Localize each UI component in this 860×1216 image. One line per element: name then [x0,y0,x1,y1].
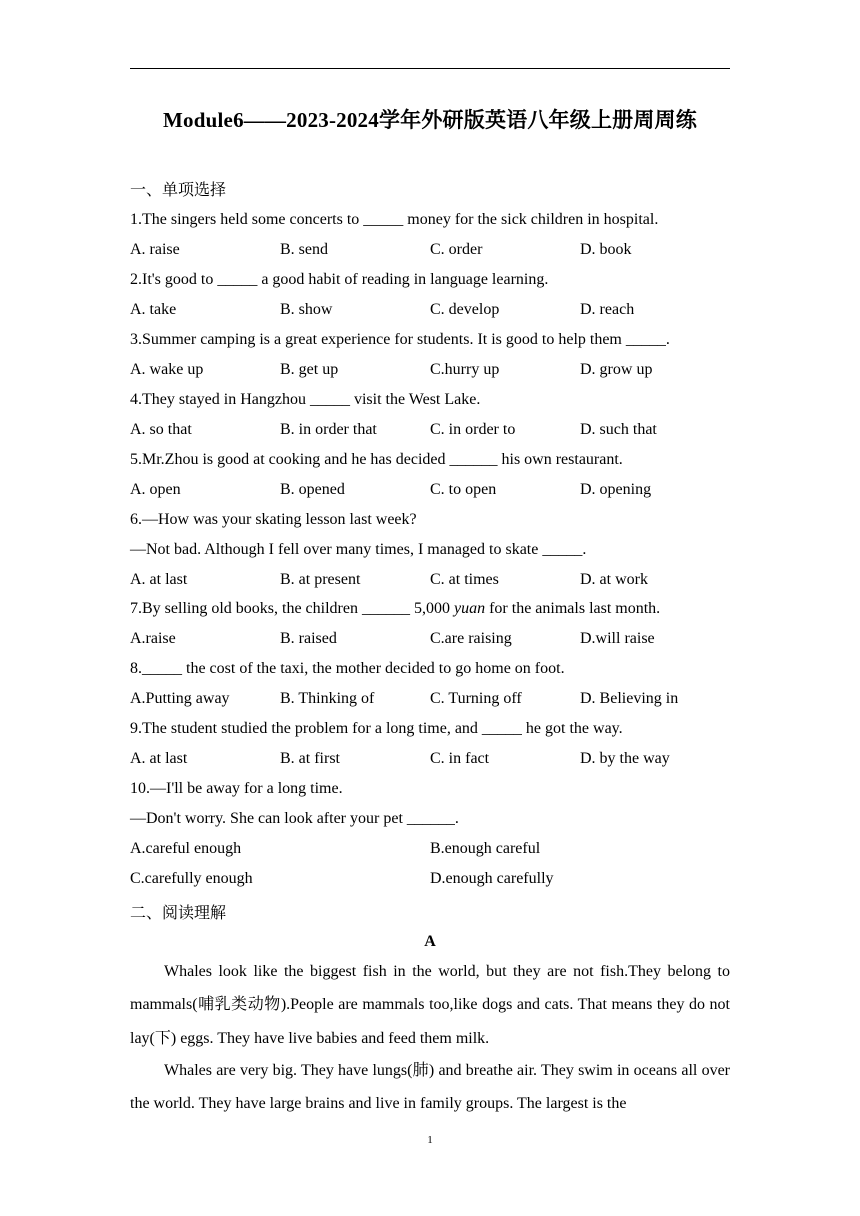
option-6c: C. at times [430,571,499,588]
question-1: 1.The singers held some concerts to _____ money for the sick children in hospital. [130,211,659,228]
option-7b: B. raised [280,630,337,647]
option-4b: B. in order that [280,421,377,438]
option-10b: B.enough careful [430,840,541,857]
question-10-reply: —Don't worry. She can look after your pet ______. [130,810,459,827]
option-3b: B. get up [280,361,339,378]
question-7-italic: yuan [453,600,486,617]
option-10a: A.careful enough [130,840,242,857]
option-7a: A.raise [130,630,176,647]
question-2: 2.It's good to _____ a good habit of reading in language learning. [130,271,549,288]
option-8c: C. Turning off [430,690,522,707]
question-4: 4.They stayed in Hangzhou _____ visit the West Lake. [130,391,481,408]
question-10: 10.—I'll be away for a long time. [130,780,343,797]
option-4a: A. so that [130,421,192,438]
option-3a: A. wake up [130,361,204,378]
section-heading-choice: 一、单项选择 [130,180,227,199]
passage-paragraph-2: Whales are very big. They have lungs(肺) and breathe air. They swim in oceans all over the world. They have large brains and live in family groups. The largest is the [130,1062,730,1113]
option-8a: A.Putting away [130,690,230,707]
question-6: 6.—How was your skating lesson last week? [130,511,417,528]
option-5b: B. opened [280,481,345,498]
question-3: 3.Summer camping is a great experience for students. It is good to help them _____. [130,331,670,348]
question-7-part-a: 7.By selling old books, the children ______ 5,000 [130,600,454,617]
option-9a: A. at last [130,750,188,767]
passage-paragraph-1: Whales look like the biggest fish in the world, but they are not fish.They belong to mammals(哺乳类动物).People are mammals too,like dogs and cats. That means they do not lay(下) eggs. They have live babies and feed them milk. [130,963,730,1047]
option-2c: C. develop [430,301,500,318]
option-2d: D. reach [580,301,635,318]
option-9d: D. by the way [580,750,670,767]
option-9c: C. in fact [430,750,490,767]
question-5: 5.Mr.Zhou is good at cooking and he has decided ______ his own restaurant. [130,451,623,468]
option-10c: C.carefully enough [130,870,253,887]
option-6d: D. at work [580,571,648,588]
option-9b: B. at first [280,750,340,767]
option-1d: D. book [580,241,632,258]
option-6b: B. at present [280,571,361,588]
option-5d: D. opening [580,481,652,498]
option-1b: B. send [280,241,328,258]
option-1c: C. order [430,241,483,258]
question-7 [130,600,660,618]
question-8: 8._____ the cost of the taxi, the mother decided to go home on foot. [130,660,565,677]
option-10d: D.enough carefully [430,870,554,887]
question-7-part-b: for the animals last month. [485,600,661,617]
option-3d: D. grow up [580,361,653,378]
question-9: 9.The student studied the problem for a long time, and _____ he got the way. [130,720,623,737]
page-title: Module6——2023-2024学年外研版英语八年级上册周周练 [163,108,697,132]
option-7d: D.will raise [580,630,655,647]
option-7c: C.are raising [430,630,512,647]
option-5a: A. open [130,481,181,498]
option-3c: C.hurry up [430,361,500,378]
option-5c: C. to open [430,481,497,498]
option-4d: D. such that [580,421,657,438]
option-4c: C. in order to [430,421,516,438]
option-2b: B. show [280,301,333,318]
section-heading-reading: 二、阅读理解 [130,903,227,922]
header-rule [130,68,730,69]
passage-label: A [424,933,436,950]
option-1a: A. raise [130,241,180,258]
option-6a: A. at last [130,571,188,588]
page-number: 1 [427,1134,433,1146]
option-8d: D. Believing in [580,690,679,707]
question-6-reply: —Not bad. Although I fell over many times, I managed to skate _____. [130,541,587,558]
option-2a: A. take [130,301,177,318]
option-8b: B. Thinking of [280,690,375,707]
